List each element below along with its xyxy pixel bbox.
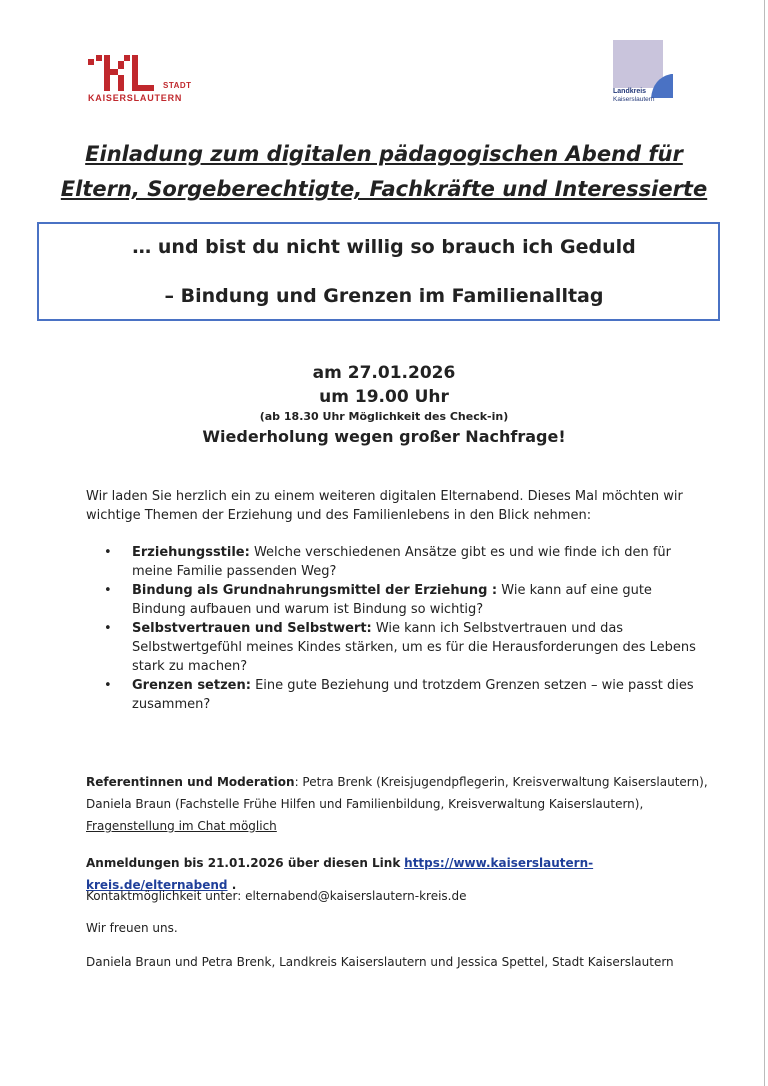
invitation-heading-line-1: Einladung zum digitalen pädagogischen Abend für (85, 142, 683, 166)
event-time: um 19.00 Uhr (319, 387, 449, 407)
landkreis-label: Landkreis (613, 88, 647, 95)
intro-paragraph: Wir laden Sie herzlich ein zu einem weiteren digitalen Elternabend. Dieses Mal möchten wir wichtige Themen der Erziehung und des Familienlebens in den Blick nehmen: (86, 489, 683, 523)
topic-label: Erziehungsstile: (132, 545, 250, 560)
repeat-note: Wiederholung wegen großer Nachfrage! (202, 427, 566, 446)
speakers-label: Referentinnen und Moderation (86, 775, 295, 789)
list-item (86, 676, 696, 714)
topic-title-line-1: … und bist du nicht willig so brauch ich Geduld (132, 236, 636, 258)
signature-line: Daniela Braun und Petra Brenk, Landkreis Kaiserslautern und Jessica Spettel, Stadt Kaiserslautern (86, 955, 674, 969)
invitation-heading-line-2: Eltern, Sorgeberechtigte, Fachkräfte und Interessierte (60, 177, 708, 201)
topic-label: Grenzen setzen: (132, 678, 251, 693)
registration-suffix: . (227, 878, 237, 892)
chat-note: Fragenstellung im Chat möglich (86, 819, 277, 833)
list-item (86, 581, 696, 619)
topic-text: Eine gute Beziehung und trotzdem Grenzen setzen – wie passt dies zusammen? (132, 678, 694, 712)
checkin-note: (ab 18.30 Uhr Möglichkeit des Check-in) (259, 410, 509, 423)
topic-text: Wie kann auf eine gute Bindung aufbauen und warum ist Bindung so wichtig? (132, 583, 652, 617)
contact-line: Kontaktmöglichkeit unter: elternabend@kaiserslautern-kreis.de (86, 889, 467, 903)
city-label: KAISERSLAUTERN (88, 93, 183, 103)
topic-list (86, 543, 696, 714)
stadt-label: STADT (163, 81, 192, 90)
event-date: am 27.01.2026 (312, 363, 456, 383)
registration-link[interactable]: https://www.kaiserslautern-kreis.de/elternabend (86, 856, 594, 892)
speakers-paragraph (86, 771, 726, 837)
landkreis-city-label: Kaiserslautern (613, 96, 655, 103)
topic-text: Welche verschiedenen Ansätze gibt es und wie finde ich den für meine Familie passenden Weg? (132, 545, 671, 579)
list-item (86, 543, 696, 581)
stadt-kaiserslautern-logo-icon (88, 55, 160, 93)
topic-label: Selbstvertrauen und Selbstwert: (132, 621, 372, 636)
topic-label: Bindung als Grundnahrungsmittel der Erziehung : (132, 583, 498, 598)
thanks-line: Wir freuen uns. (86, 921, 178, 935)
list-item (86, 619, 696, 676)
topic-text: Wie kann ich Selbstvertrauen und das Selbstwertgefühl meines Kindes stärken, um es für die Herausforderungen des Lebens stark zu machen? (132, 621, 696, 674)
page-edge-divider (764, 0, 765, 1086)
topic-title-line-2: – Bindung und Grenzen im Familienalltag (164, 285, 604, 307)
registration-text: Anmeldungen bis 21.01.2026 über diesen Link (86, 856, 401, 870)
speakers-text: : Petra Brenk (Kreisjugendpflegerin, Kreisverwaltung Kaiserslautern), Daniela Braun (Fachstelle Frühe Hilfen und Familienbildung, Kreisverwaltung Kaiserslautern), (86, 775, 708, 811)
